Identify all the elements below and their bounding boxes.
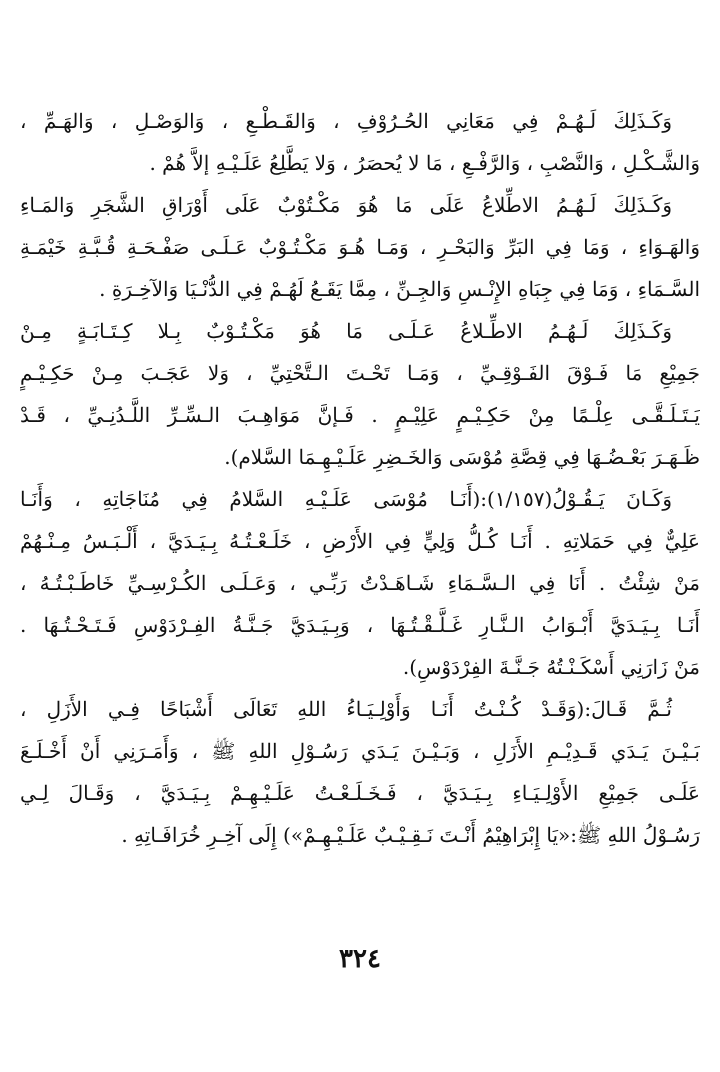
text-line: عَلِيٌّ فِي حَمَلاتِهِ . أَنَـا كُـلُّ وَلِيٍّ فِي الأَرْضِ ، خَلَـعْـتُـهُ بِـيَـدَيَّ ، أَلْـبَـسُ مِـنْـهُمْ <box>20 529 700 553</box>
text-line: يَـتَـلَـقَّـى عِلْـمًا مِنْ حَكِـيْـمٍ عَلِيْـمٍ . فَـإنَّ مَوَاهِـبَ الـسِّـرِّ اللَّـدُنِـيِّ ، قَـدْ <box>20 403 700 427</box>
text-line: وَكَـذَلِكَ لَـهُـمُ الاطِّلاعُ عَلَى مَا هُوَ مَكْـتُوْبٌ عَلَى أَوْرَاقِ الشَّجَرِ وَالمَـاءِ <box>20 193 672 217</box>
page-number: ٣٢٤ <box>339 944 381 974</box>
text-line: وَالشَّـكْـلِ ، وَالنَّصْبِ ، وَالرَّفْـعِ ، مَا لا يُحصَرُ ، وَلا يَطَّلِعُ عَلَـيْـهِ إلاَّ هُمْ . <box>149 151 700 175</box>
text-line: عَلَـى جَمِيْعِ الأَوْلِـيَـاءِ بِـيَـدَيَّ ، فَـخَـلَـعْـتُ عَلَـيْـهِـمْ بِـيَـدَيَّ ، وَقَـالَ لِـي <box>20 781 700 805</box>
text-line: رَسُـوْلُ اللهِ ﷺ:«يَا إِبْرَاهِيْمُ أَنْـتَ نَـقِـيْـبٌ عَلَـيْـهِـمْ») إِلَى آخِـرِ خُرَافَـاتِهِ . <box>121 823 700 847</box>
text-line: السَّـمَاءِ ، وَمَا فِي جِبَاهِ الإِنْـسِ وَالجِـنِّ ، مِمَّا يَقَـعُ لَهُـمْ فِي الدُّنْـيَا وَالآخِـرَةِ . <box>99 277 700 301</box>
text-line: بَـيْـنَ يَـدَي قَـدِيْـمِ الأَزَلِ ، وَبَـيْـنَ يَـدَي رَسُـوْلِ اللهِ ﷺ ، وَأَمَـرَنِي أَنْ أَخْـلَـعَ <box>20 739 700 763</box>
text-line: مَنْ شِئْتُ . أَنَا فِي الـسَّـمَاءِ شَـاهَـدْتُ رَبِّـي ، وَعَـلَـى الكُـرْسِـيِّ خَاطَـبْـتُـهُ ، <box>20 571 700 595</box>
body-text <box>20 100 700 856</box>
paragraph-written-on-leaves <box>20 184 700 310</box>
text-line: جَمِيْعِ مَا فَـوْقَ الفَـوْقِـيِّ ، وَمَـا تَحْـتَ الـتَّحْتِيِّ ، وَلا عَجَـبَ مِـنْ حَكِـيْـمٍ <box>20 361 700 385</box>
paragraph-he-used-to-say <box>20 478 700 688</box>
paragraph-letters-meanings <box>20 100 700 184</box>
text-line: أَنَـا بِـيَـدَيَّ أَبْـوَابُ الـنَّـارِ غَـلَّـقْـتُـهَا ، وَبِـيَـدَيَّ جَـنَّـةُ الفِـرْدَوْسِ فَـتَـحْـتُـهَا . <box>20 613 700 637</box>
text-line: مَنْ زَارَنِي أَسْكَـنْـتُهُ جَـنَّـةَ الفِرْدَوْسِ). <box>402 655 700 679</box>
text-line: ثُـمَّ قَـالَ:(وَقَـدْ كُـنْـتُ أَنَـا وَأَوْلِـيَـاءُ اللهِ تَعَالَى أَشْبَاحًا فِـي الأَزَلِ ، <box>20 697 672 721</box>
paragraph-written-without-writing <box>20 310 700 478</box>
text-line: وَكَـذَلِكَ لَـهُـمُ الاطِّـلاعُ عَـلَـى مَا هُوَ مَكْـتُـوْبٌ بِـلا كِـتَـابَـةٍ مِـنْ <box>20 319 672 343</box>
paragraph-then-he-said <box>20 688 700 856</box>
text-line: ظَـهَـرَ بَعْـضُـهَا فِي قِصَّةِ مُوْسَى وَالخَـضِرِ عَلَـيْـهِـمَا السَّلام). <box>224 445 700 469</box>
text-line: وَكَـانَ يَـقُـوْلُ(١/١٥٧):(أَنَـا مُوْسَى عَلَـيْـهِ السَّلامُ فِي مُنَاجَاتِهِ ، وَأَنَـا <box>20 487 672 511</box>
text-line: وَكَـذَلِكَ لَـهُـمْ فِي مَعَانِي الحُـرُوْفِ ، وَالقَـطْـعِ ، وَالوَصْـلِ ، وَالهَـمِّ ، <box>20 109 672 133</box>
text-line: وَالهَـوَاءِ ، وَمَا فِي البَرِّ وَالبَحْـرِ ، وَمَـا هُـوَ مَكْـتُـوْبٌ عَـلَـى صَفْـحَـةِ قُـبَّـةِ خَيْمَـةِ <box>20 235 700 259</box>
